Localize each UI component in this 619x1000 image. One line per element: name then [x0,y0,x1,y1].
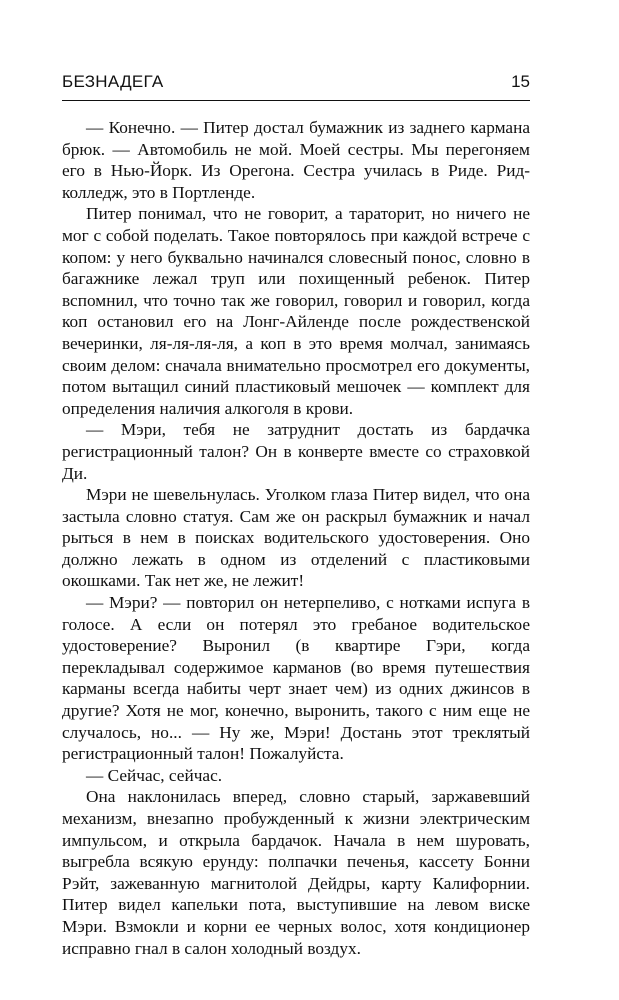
header-rule [62,100,530,101]
running-title: БЕЗНАДЕГА [62,72,164,91]
paragraph: — Сейчас, сейчас. [86,765,223,785]
page-number: 15 [511,72,530,91]
paragraph: — Мэри, тебя не затруднит достать из бардачка регистрационный талон? Он в конверте вместе со страховкой Ди. [62,420,530,483]
paragraph: Она наклонилась вперед, словно старый, заржавевший механизм, внезапно пробужденный к жизни электрическим импульсом, и открыла бардачок. Начала в нем шуровать, выгребла всякую ерунду: полпачки печенья, кассету Бонни Рэйт, зажеванную магнитолой Дейдры, карту Калифорнии. Питер видел капельки пота, выступившие на левом виске Мэри. Взмокли и корни ее черных волос, хотя кондиционер исправно гнал в салон холодный воздух. [62,787,530,958]
running-header [62,72,530,100]
page-body [62,117,530,959]
paragraph: Мэри не шевельнулась. Уголком глаза Питер видел, что она застыла словно статуя. Сам же он раскрыл бумажник и начал рыться в нем в поисках водительского удостоверения. Оно должно лежать в одном из отделений с пластиковыми окошками. Так нет же, не лежит! [62,485,530,591]
paragraph: Питер понимал, что не говорит, а тараторит, но ничего не мог с собой поделать. Такое повторялось при каждой встрече с копом: у него буквально начинался словесный понос, словно в багажнике лежал труп или похищенный ребенок. Питер вспомнил, что точно так же говорил, говорил и говорил, когда коп остановил его на Лонг-Айленде после рождественской вечеринки, ля-ля-ля-ля, а коп в это время молчал, занимаясь своим делом: сначала внимательно просмотрел его документы, потом вытащил синий пластиковый мешочек — комплект для определения наличия алкоголя в крови. [62,204,530,418]
paragraph: — Мэри? — повторил он нетерпеливо, с нотками испуга в голосе. А если он потерял это гребаное водительское удостоверение? Выронил (в квартире Гэри, когда перекладывал содержимое карманов (во время путешествия карманы всегда набиты черт знает чем) из одних джинсов в другие? Хотя не мог, конечно, выронить, такого с ним еще не случалось, но... — Ну же, Мэри! Достань этот треклятый регистрационный талон! Пожалуйста. [62,593,530,764]
paragraph: — Конечно. — Питер достал бумажник из заднего кармана брюк. — Автомобиль не мой. Моей сестры. Мы перегоняем его в Нью-Йорк. Из Орегона. Сестра училась в Риде. Рид-колледж, это в Портленде. [62,118,530,202]
